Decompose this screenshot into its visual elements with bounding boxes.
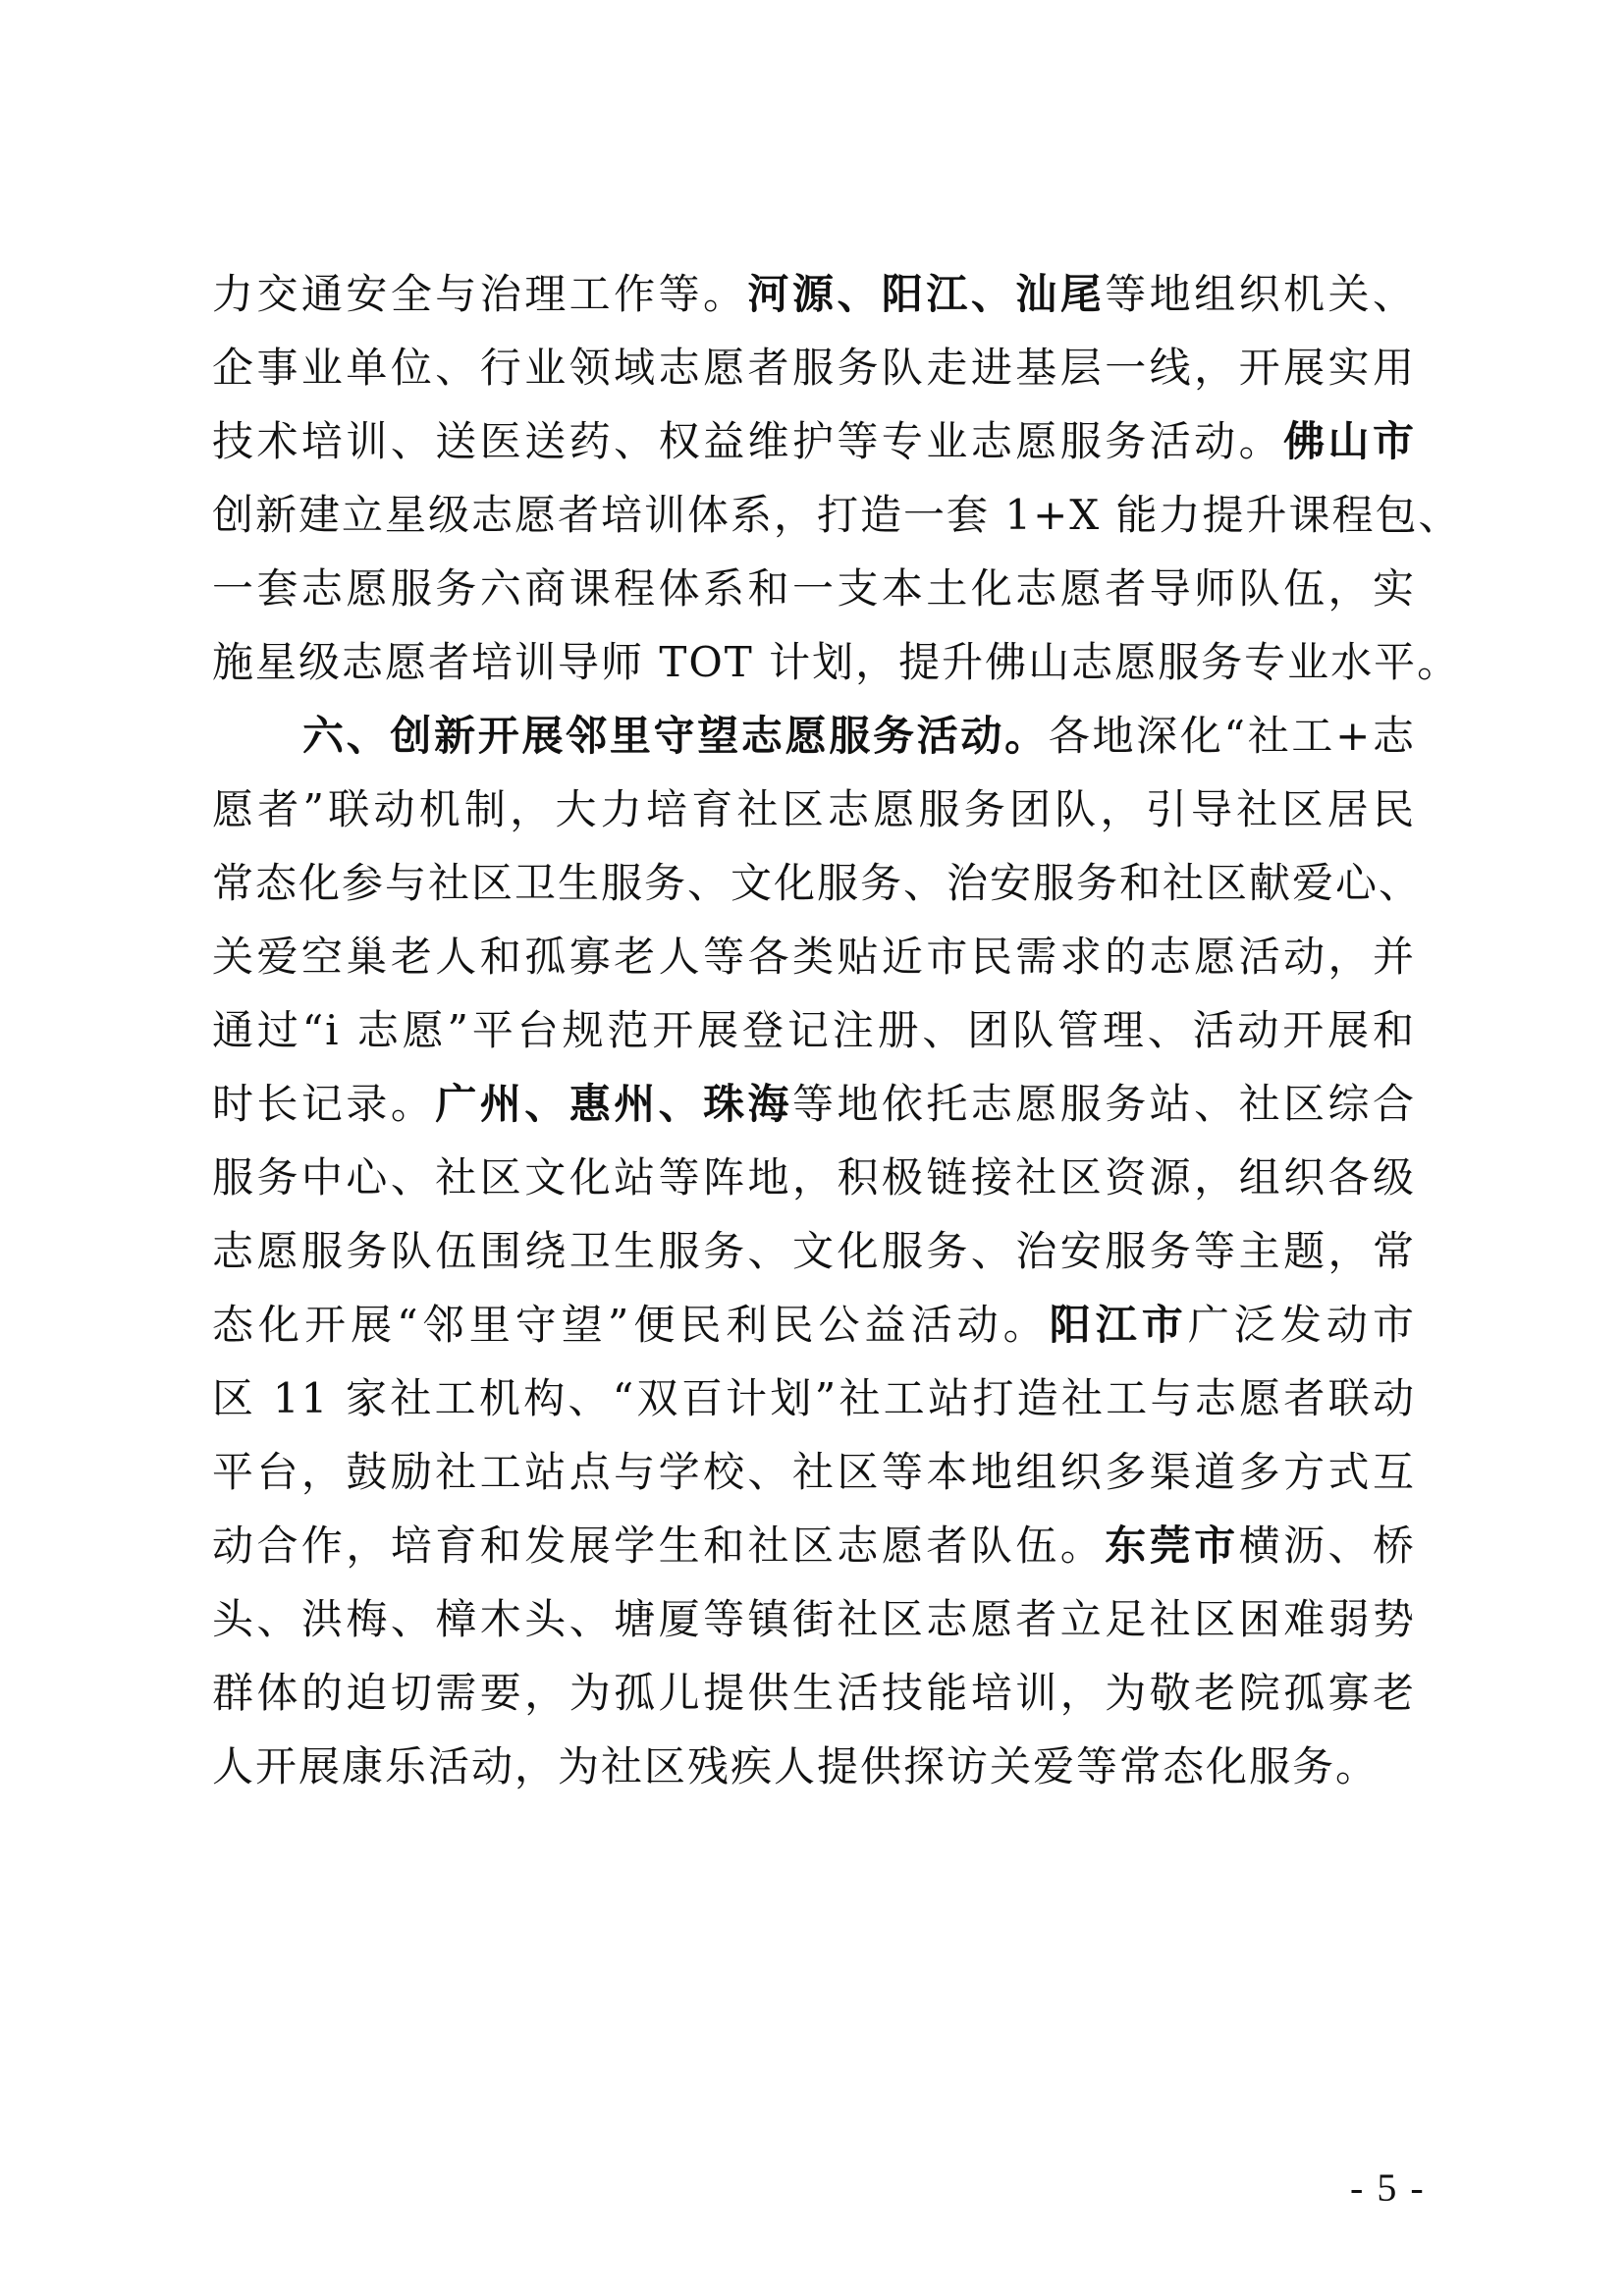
text-line: 愿者”联动机制，大力培育社区志愿服务团队，引导社区居民	[212, 785, 1416, 833]
text-line: 技术培训、送医送药、权益维护等专业志愿服务活动。佛山市	[212, 417, 1416, 465]
text-line: 服务中心、社区文化站等阵地，积极链接社区资源，组织各级	[212, 1153, 1416, 1201]
section-heading-line: 六、创新开展邻里守望志愿服务活动。各地深化“社工+志	[302, 712, 1416, 760]
text-line: 头、洪梅、樟木头、塘厦等镇街社区志愿者立足社区困难弱势	[212, 1595, 1416, 1643]
section-heading: 六、创新开展邻里守望志愿服务活动。	[302, 712, 1049, 760]
text-line: 企事业单位、行业领域志愿者服务队走进基层一线，开展实用	[212, 344, 1416, 392]
text-line: 态化开展“邻里守望”便民利民公益活动。阳江市广泛发动市	[212, 1301, 1416, 1349]
page-number: - 5 -	[1350, 2165, 1426, 2210]
bold-city-names: 阳江市	[1049, 1301, 1188, 1349]
bold-city-names: 广州、惠州、珠海	[435, 1080, 792, 1128]
text-line: 时长记录。广州、惠州、珠海等地依托志愿服务站、社区综合	[212, 1080, 1416, 1128]
text-line: 创新建立星级志愿者培训体系，打造一套 1+X 能力提升课程包、	[212, 491, 1462, 539]
text-line: 常态化参与社区卫生服务、文化服务、治安服务和社区献爱心、	[212, 859, 1423, 907]
text-line: 动合作，培育和发展学生和社区志愿者队伍。东莞市横沥、桥	[212, 1522, 1416, 1570]
text-line: 志愿服务队伍围绕卫生服务、文化服务、治安服务等主题，常	[212, 1227, 1416, 1275]
bold-city-names: 东莞市	[1105, 1522, 1239, 1570]
text-line: 关爱空巢老人和孤寡老人等各类贴近市民需求的志愿活动，并	[212, 933, 1416, 981]
body-text	[212, 257, 1462, 1803]
text-line: 通过“i 志愿”平台规范开展登记注册、团队管理、活动开展和	[212, 1006, 1416, 1054]
text-line: 人开展康乐活动，为社区残疾人提供探访关爱等常态化服务。	[212, 1742, 1380, 1790]
bold-city-names: 佛山市	[1283, 417, 1416, 465]
text-line: 施星级志愿者培训导师 TOT 计划，提升佛山志愿服务专业水平。	[212, 638, 1461, 686]
text-line: 平台，鼓励社工站点与学校、社区等本地组织多渠道多方式互	[212, 1448, 1416, 1496]
text-line: 力交通安全与治理工作等。河源、阳江、汕尾等地组织机关、	[212, 270, 1416, 318]
text-line: 群体的迫切需要，为孤儿提供生活技能培训，为敬老院孤寡老	[212, 1669, 1416, 1717]
text-line: 区 11 家社工机构、“双百计划”社工站打造社工与志愿者联动	[212, 1374, 1416, 1422]
bold-city-names: 河源、阳江、汕尾	[747, 270, 1106, 318]
text-line: 一套志愿服务六商课程体系和一支本土化志愿者导师队伍，实	[212, 564, 1416, 613]
